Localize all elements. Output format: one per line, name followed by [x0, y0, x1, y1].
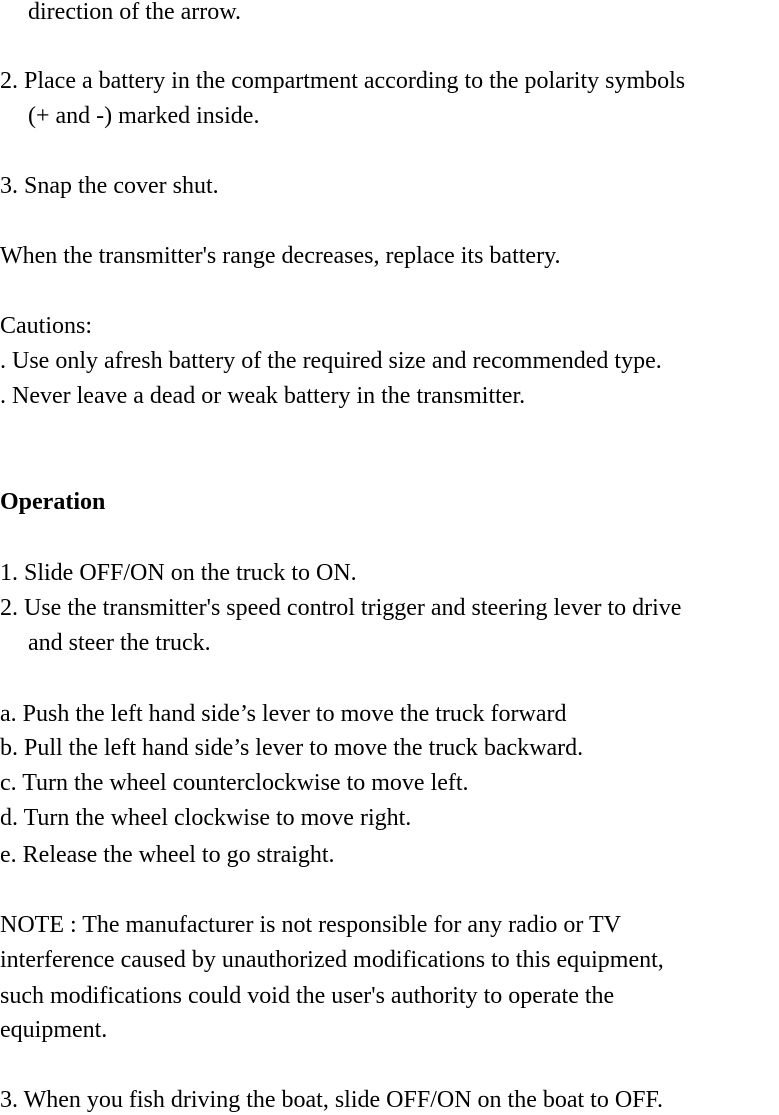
note-line: NOTE : The manufacturer is not responsible for any radio or TV: [0, 912, 621, 938]
operation-step-1: 1. Slide OFF/ON on the truck to ON.: [0, 560, 357, 586]
control-instruction: b. Pull the left hand side’s lever to move the truck backward.: [0, 735, 584, 761]
battery-step-2-continuation: (+ and -) marked inside.: [28, 103, 260, 129]
operation-heading: Operation: [0, 489, 106, 515]
note-line: interference caused by unauthorized modifications to this equipment,: [0, 947, 664, 973]
control-instruction: e. Release the wheel to go straight.: [0, 842, 335, 868]
control-instruction: a. Push the left hand side’s lever to move the truck forward: [0, 701, 567, 727]
battery-step-2: 2. Place a battery in the compartment according to the polarity symbols: [0, 68, 686, 94]
control-instruction: c. Turn the wheel counterclockwise to move left.: [0, 770, 469, 796]
control-instruction: d. Turn the wheel clockwise to move right.: [0, 805, 412, 831]
caution-item: . Use only afresh battery of the required size and recommended type.: [0, 348, 662, 374]
caution-item: . Never leave a dead or weak battery in the transmitter.: [0, 383, 526, 409]
range-note: When the transmitter's range decreases, replace its battery.: [0, 243, 561, 269]
operation-step-2-continuation: and steer the truck.: [28, 630, 211, 656]
cautions-title: Cautions:: [0, 313, 93, 339]
note-line: such modifications could void the user's authority to operate the: [0, 983, 615, 1009]
note-line: equipment.: [0, 1017, 108, 1043]
final-step: 3. When you fish driving the boat, slide OFF/ON on the boat to OFF.: [0, 1087, 663, 1113]
battery-step-3: 3. Snap the cover shut.: [0, 173, 219, 199]
battery-step-1-continuation: direction of the arrow.: [28, 0, 242, 25]
operation-step-2: 2. Use the transmitter's speed control trigger and steering lever to drive: [0, 595, 682, 621]
